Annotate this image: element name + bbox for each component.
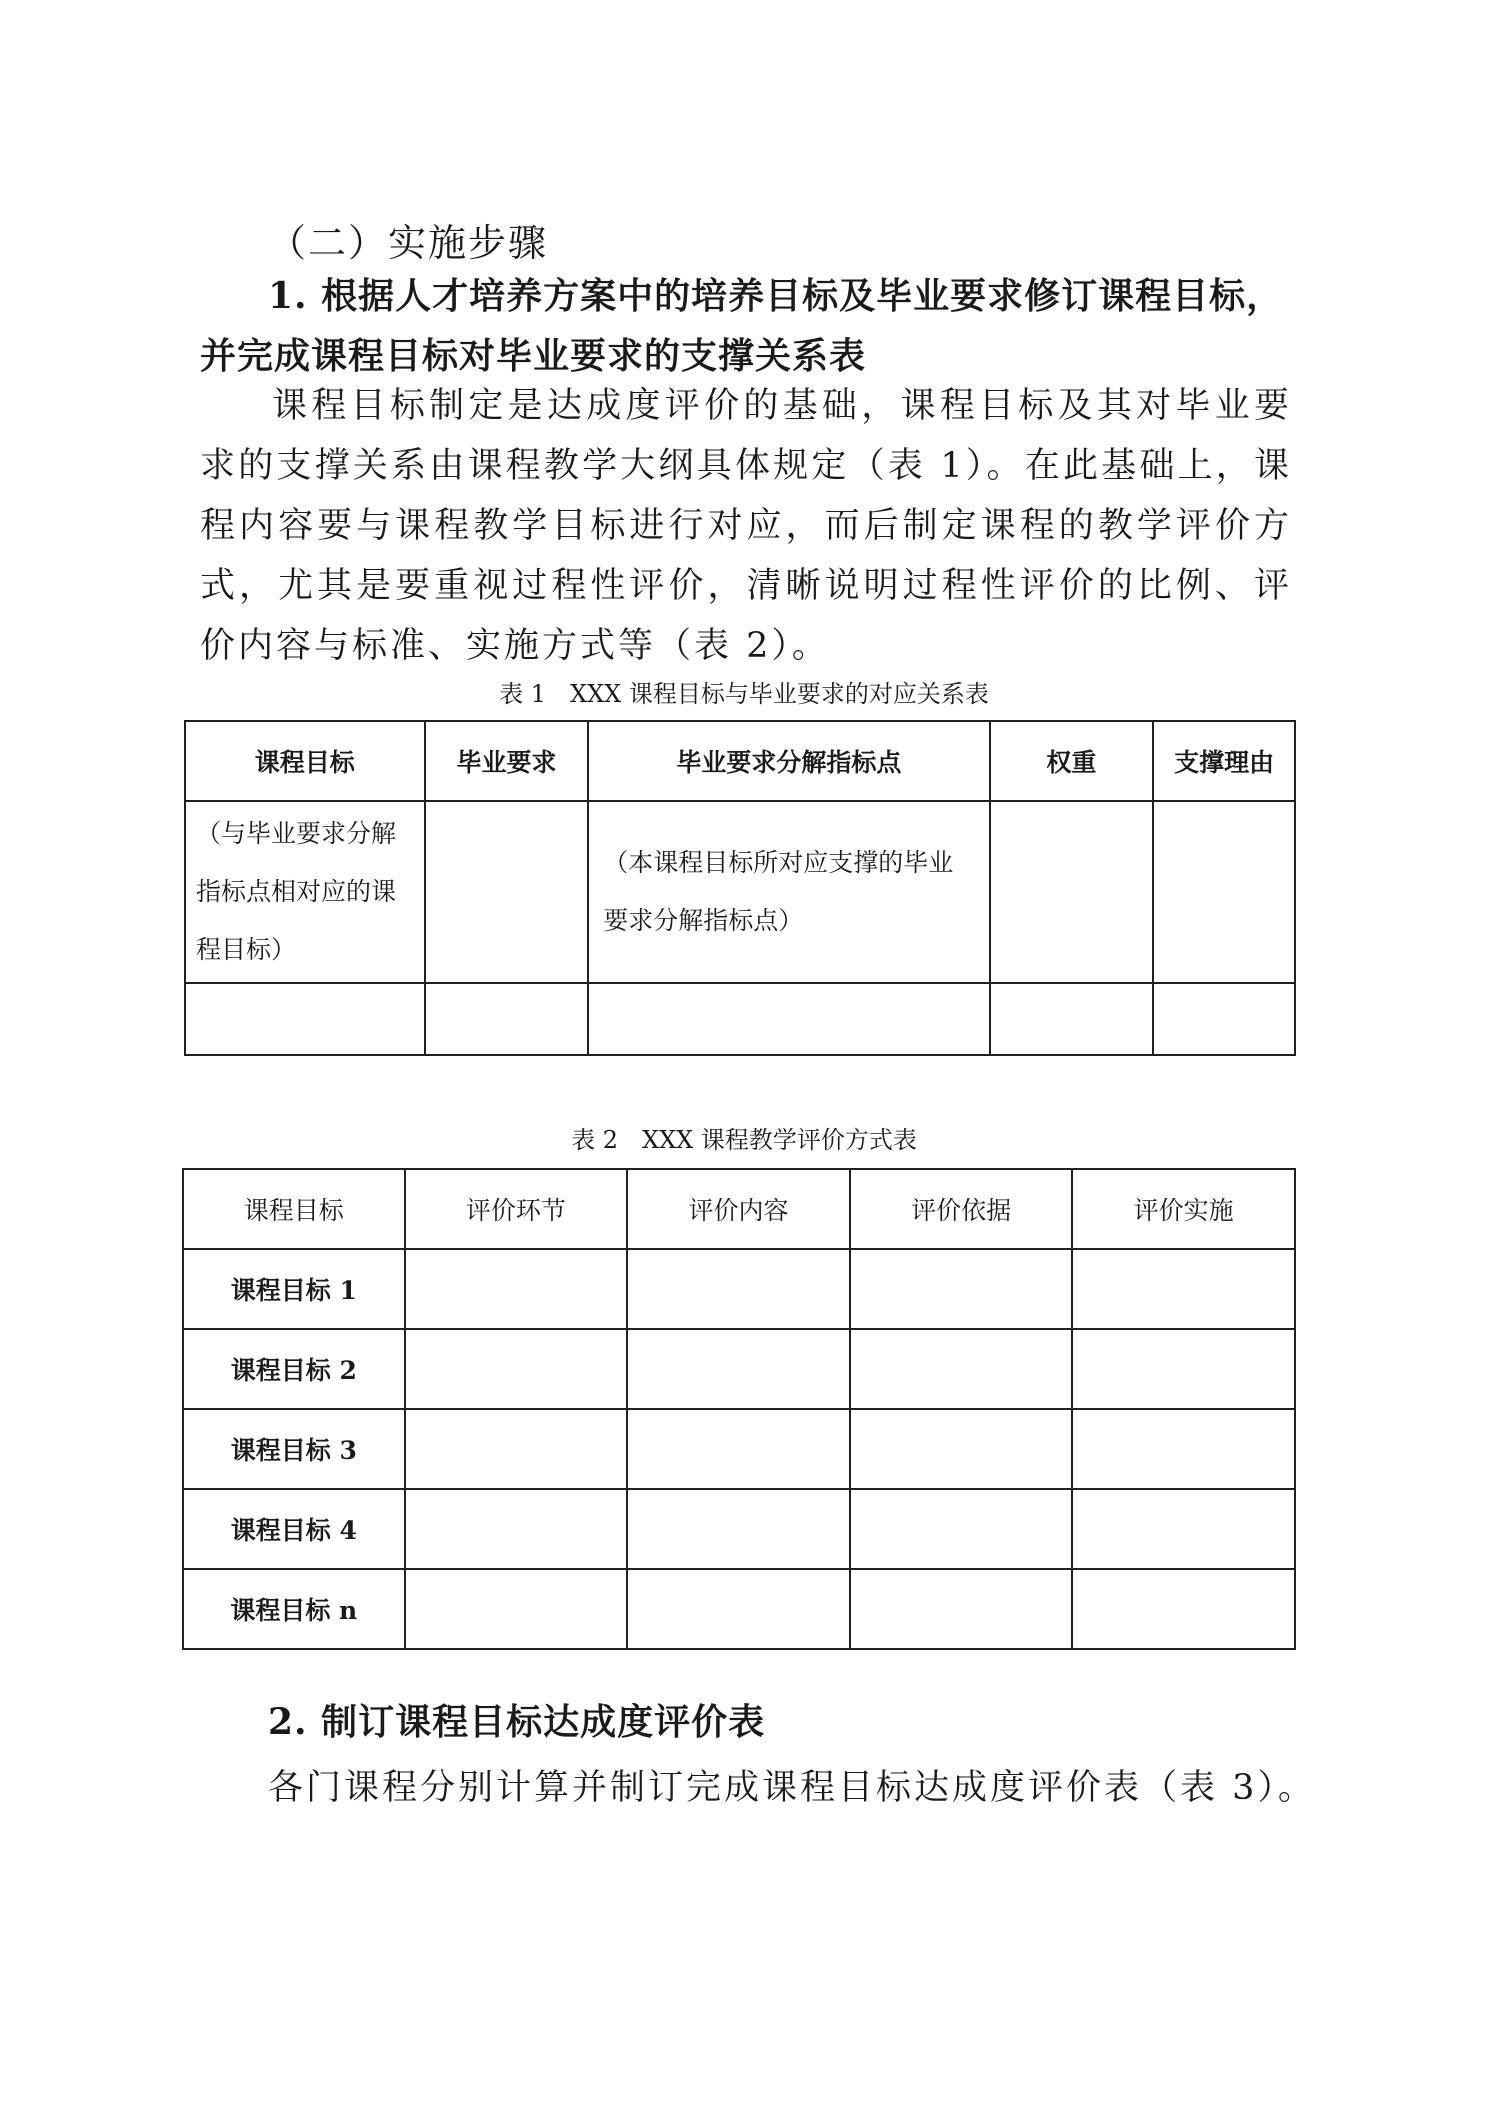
table-cell — [850, 1249, 1073, 1329]
table-cell — [627, 1569, 850, 1649]
table-cell — [850, 1409, 1073, 1489]
row-label: 课程目标 4 — [183, 1489, 405, 1569]
table-cell — [1072, 1409, 1295, 1489]
table-cell — [627, 1489, 850, 1569]
table-cell — [850, 1489, 1073, 1569]
table-row — [183, 1569, 1295, 1649]
table-cell — [405, 1409, 628, 1489]
table-2-header-row — [183, 1169, 1295, 1249]
table-cell — [850, 1569, 1073, 1649]
table-row — [185, 801, 1295, 983]
table-2-caption: 表 2 XXX 课程教学评价方式表 — [571, 1126, 917, 1154]
row-label: 课程目标 n — [183, 1569, 405, 1649]
table-row — [183, 1249, 1295, 1329]
table-cell — [627, 1329, 850, 1409]
indicator-note-cell: （本课程目标所对应支撑的毕业要求分解指标点） — [588, 801, 989, 983]
table-row — [185, 983, 1295, 1055]
step-1-title: 1. 根据人才培养方案中的培养目标及毕业要求修订课程目标，并完成课程目标对毕业要求的支撑关系表 — [200, 275, 1284, 377]
table-2-header-cell: 评价依据 — [850, 1169, 1073, 1249]
table-row — [183, 1329, 1295, 1409]
table-1-header-cell: 权重 — [990, 721, 1154, 801]
table-cell — [405, 1249, 628, 1329]
table-cell — [405, 1569, 628, 1649]
table-row — [183, 1489, 1295, 1569]
table-1-header-cell: 毕业要求 — [425, 721, 589, 801]
table-cell — [425, 801, 589, 983]
table-cell — [405, 1489, 628, 1569]
table-cell — [588, 983, 989, 1055]
table-2-header-cell: 评价内容 — [627, 1169, 850, 1249]
row-label: 课程目标 3 — [183, 1409, 405, 1489]
table-2-header-cell: 评价环节 — [405, 1169, 628, 1249]
table-cell — [1072, 1249, 1295, 1329]
step-2-paragraph: 各门课程分别计算并制订完成课程目标达成度评价表（表 3）。 — [268, 1768, 1316, 1808]
table-1-goal-requirement-mapping — [184, 720, 1296, 1056]
table-row — [183, 1409, 1295, 1489]
section-heading: （二）实施步骤 — [268, 221, 549, 265]
table-cell — [1153, 801, 1295, 983]
table-cell — [627, 1409, 850, 1489]
table-cell — [1072, 1329, 1295, 1409]
table-2-evaluation-methods — [182, 1168, 1296, 1650]
row-label: 课程目标 1 — [183, 1249, 405, 1329]
table-cell — [185, 983, 425, 1055]
table-cell — [1153, 983, 1295, 1055]
table-cell — [850, 1329, 1073, 1409]
table-cell — [990, 983, 1154, 1055]
table-1-caption: 表 1 XXX 课程目标与毕业要求的对应关系表 — [499, 680, 989, 708]
table-1-header-cell: 毕业要求分解指标点 — [588, 721, 989, 801]
table-2-header-cell: 评价实施 — [1072, 1169, 1295, 1249]
table-cell — [1072, 1489, 1295, 1569]
table-cell — [1072, 1569, 1295, 1649]
step-2-title: 2. 制订课程目标达成度评价表 — [268, 1701, 766, 1743]
table-cell — [425, 983, 589, 1055]
row-label: 课程目标 2 — [183, 1329, 405, 1409]
table-1-header-cell: 课程目标 — [185, 721, 425, 801]
table-2-header-cell: 课程目标 — [183, 1169, 405, 1249]
goal-note-cell: （与毕业要求分解指标点相对应的课程目标） — [185, 801, 425, 983]
table-cell — [990, 801, 1154, 983]
table-1-header-cell: 支撑理由 — [1153, 721, 1295, 801]
step-1-paragraph: 课程目标制定是达成度评价的基础，课程目标及其对毕业要求的支撑关系由课程教学大纲具体规定（表 1）。在此基础上，课程内容要与课程教学目标进行对应，而后制定课程的教学评价方式，尤其是要重视过程性评价，清晰说明过程性评价的比例、评价内容与标准、实施方式等（表 2）。 — [200, 386, 1292, 666]
table-cell — [405, 1329, 628, 1409]
table-1-header-row — [185, 721, 1295, 801]
table-cell — [627, 1249, 850, 1329]
